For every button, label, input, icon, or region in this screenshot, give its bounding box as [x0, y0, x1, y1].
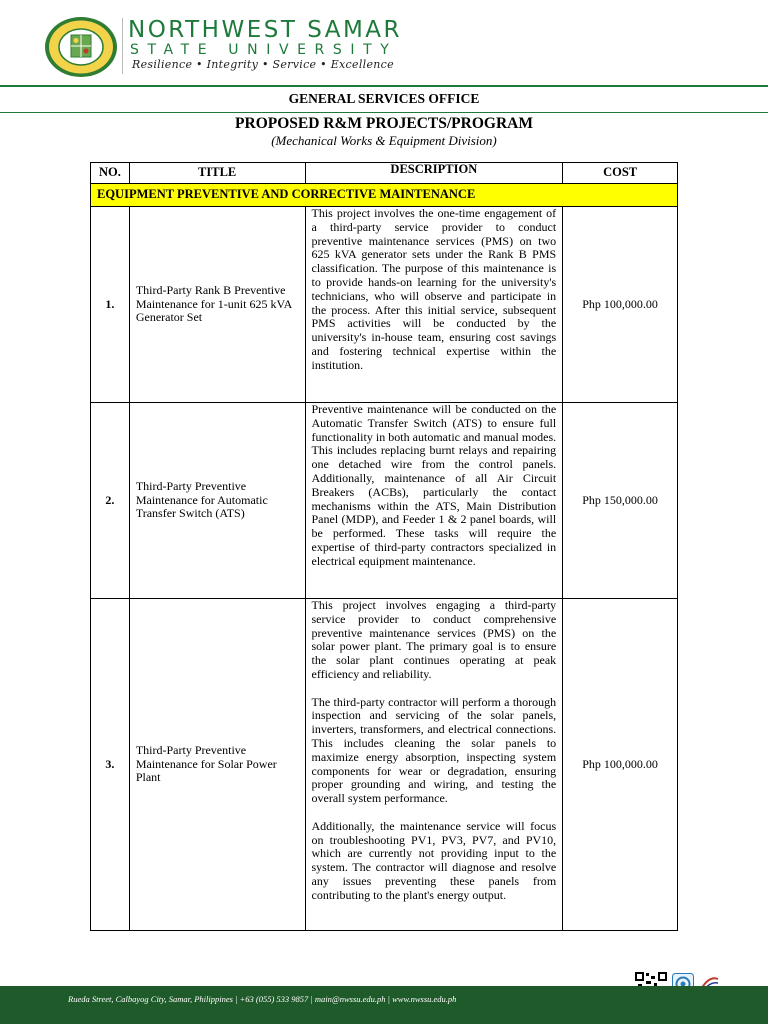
row-description [305, 403, 563, 599]
university-subtitle: STATE UNIVERSITY [130, 42, 398, 58]
table-header-row [91, 163, 678, 184]
section-label: EQUIPMENT PREVENTIVE AND CORRECTIVE MAINTENANCE [91, 184, 678, 207]
description-paragraph: This project involves engaging a third-party service provider to conduct comprehensive preventive maintenance services (PMS) on the solar power plant. The primary goal is to ensure the solar plant continues operating at peak efficiency and reliability. [311, 598, 557, 681]
header-no: NO. [91, 163, 130, 184]
row-cost: Php 100,000.00 [563, 207, 678, 403]
description-paragraph: This project involves the one-time engagement of a third-party service provider to conduct preventive maintenance services (PMS) on two 625 kVA generator sets under the Rank B PMS classification. The purpose of this maintenance is to provide hands-on learning for the university's technicians, who will observe and participate in the process. After this initial service, subsequent PMS activities will be conducted by the university's in-house team, ensuring cost savings and fostering technical expertise within the institution. [311, 206, 557, 372]
description-paragraph: The third-party contractor will perform a thorough inspection and servicing of the solar panels, inverters, transformers, and electrical connections. This includes cleaning the solar panels to maximize energy absorption, inspecting system components for wear or degradation, ensuring proper grounding and wiring, and testing the overall system performance. [311, 694, 557, 806]
table-row [91, 403, 678, 599]
university-name: NORTHWEST SAMAR [128, 17, 403, 43]
university-tagline: Resilience • Integrity • Service • Excellence [132, 58, 394, 71]
office-name: GENERAL SERVICES OFFICE [288, 91, 480, 106]
row-title: Third-Party Preventive Maintenance for Automatic Transfer Switch (ATS) [129, 403, 305, 599]
projects-table [90, 162, 678, 931]
letterhead [0, 0, 768, 90]
row-title: Third-Party Rank B Preventive Maintenance for 1-unit 625 kVA Generator Set [129, 207, 305, 403]
document-title: PROPOSED R&M PROJECTS/PROGRAM [235, 115, 533, 132]
table-row [91, 599, 678, 931]
row-cost: Php 100,000.00 [563, 599, 678, 931]
description-paragraph: Additionally, the maintenance service will focus on troubleshooting PV1, PV3, PV7, and PV10, which are currently not providing input to the system. The contractor will diagnose and resolve any issues preventing these panels from contributing to the plant's energy output. [311, 818, 557, 902]
university-seal-icon [44, 16, 118, 78]
header-title: TITLE [129, 163, 305, 184]
header-rule [0, 85, 768, 87]
row-number: 3. [91, 599, 130, 931]
row-description [305, 599, 563, 931]
header-divider [122, 18, 123, 74]
footer-bar [0, 986, 768, 1024]
document-subtitle: (Mechanical Works & Equipment Division) [271, 133, 497, 148]
footer-contact: Rueda Street, Calbayog City, Samar, Philippines | +63 (055) 533 9857 | main@nwssu.edu.ph | www.nwssu.edu.ph [68, 994, 457, 1004]
row-number: 1. [91, 207, 130, 403]
header-cost: COST [563, 163, 678, 184]
row-description [305, 207, 563, 403]
header-description: DESCRIPTION [305, 163, 563, 184]
section-row [91, 184, 678, 207]
office-rule [0, 112, 768, 113]
table-row [91, 207, 678, 403]
row-number: 2. [91, 403, 130, 599]
row-cost: Php 150,000.00 [563, 403, 678, 599]
description-paragraph: Preventive maintenance will be conducted on the Automatic Transfer Switch (ATS) to ensure full functionality in both automatic and manual modes. This includes replacing burnt relays and repairing one detached wire from the control panels. Additionally, maintenance of all Air Circuit Breakers (ACBs), particularly the contact mechanisms within the ATS, Main Distribution Panel (MDP), and Feeder 1 & 2 panel boards, will be performed. These tasks will require the expertise of third-party contractors specialized in electrical equipment maintenance. [311, 402, 557, 568]
row-title: Third-Party Preventive Maintenance for Solar Power Plant [129, 599, 305, 931]
